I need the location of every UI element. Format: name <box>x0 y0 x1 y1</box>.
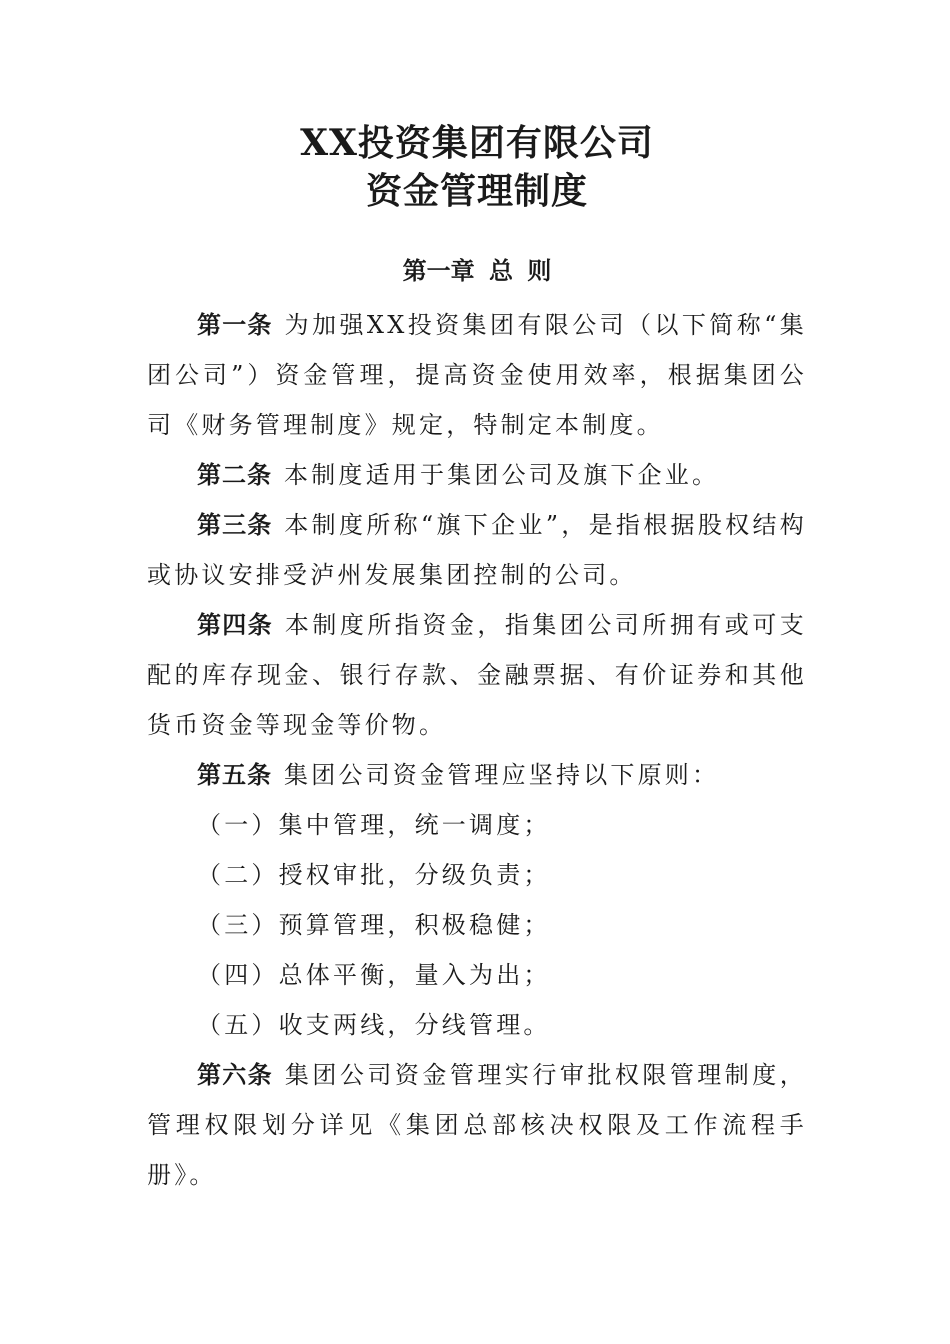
article-4 <box>147 600 807 750</box>
article-5 <box>147 750 807 800</box>
article-5-text: 集团公司资金管理应坚持以下原则： <box>284 761 720 789</box>
article-4-text: 本制度所指资金，指集团公司所拥有或可支配的库存现金、银行存款、金融票据、有价证券和其他货币资金等现金等价物。 <box>147 611 807 739</box>
article-1-text: 为加强XX投资集团有限公司（以下简称“集团公司”）资金管理，提高资金使用效率，根据集团公司《财务管理制度》规定，特制定本制度。 <box>147 311 807 439</box>
document-page <box>147 120 807 1200</box>
article-6 <box>147 1050 807 1200</box>
principle-item: （一）集中管理，统一调度； <box>197 811 551 839</box>
article-6-label: 第六条 <box>197 1060 273 1089</box>
principle-item: （三）预算管理，积极稳健； <box>197 911 551 939</box>
chapter-heading: 第一章 总 则 <box>402 256 552 285</box>
principle-item: （四）总体平衡，量入为出； <box>197 961 551 989</box>
article-6-text: 集团公司资金管理实行审批权限管理制度，管理权限划分详见《集团总部核决权限及工作流程手册》。 <box>147 1061 807 1189</box>
article-1-label: 第一条 <box>197 310 273 339</box>
principle-item: （二）授权审批，分级负责； <box>197 861 551 889</box>
article-1 <box>147 300 807 450</box>
article-2-text: 本制度适用于集团公司及旗下企业。 <box>284 461 720 489</box>
article-3 <box>147 500 807 600</box>
article-4-label: 第四条 <box>197 610 273 639</box>
principle-item: （五）收支两线，分线管理。 <box>197 1011 551 1039</box>
article-2 <box>147 450 807 500</box>
article-3-text: 本制度所称“旗下企业”，是指根据股权结构或协议安排受泸州发展集团控制的公司。 <box>147 511 808 589</box>
document-title-line-1: XX投资集团有限公司 <box>300 122 654 164</box>
document-title-line-2: 资金管理制度 <box>365 170 588 212</box>
article-5-label: 第五条 <box>197 760 272 789</box>
article-3-label: 第三条 <box>197 510 273 539</box>
article-2-label: 第二条 <box>197 460 272 489</box>
